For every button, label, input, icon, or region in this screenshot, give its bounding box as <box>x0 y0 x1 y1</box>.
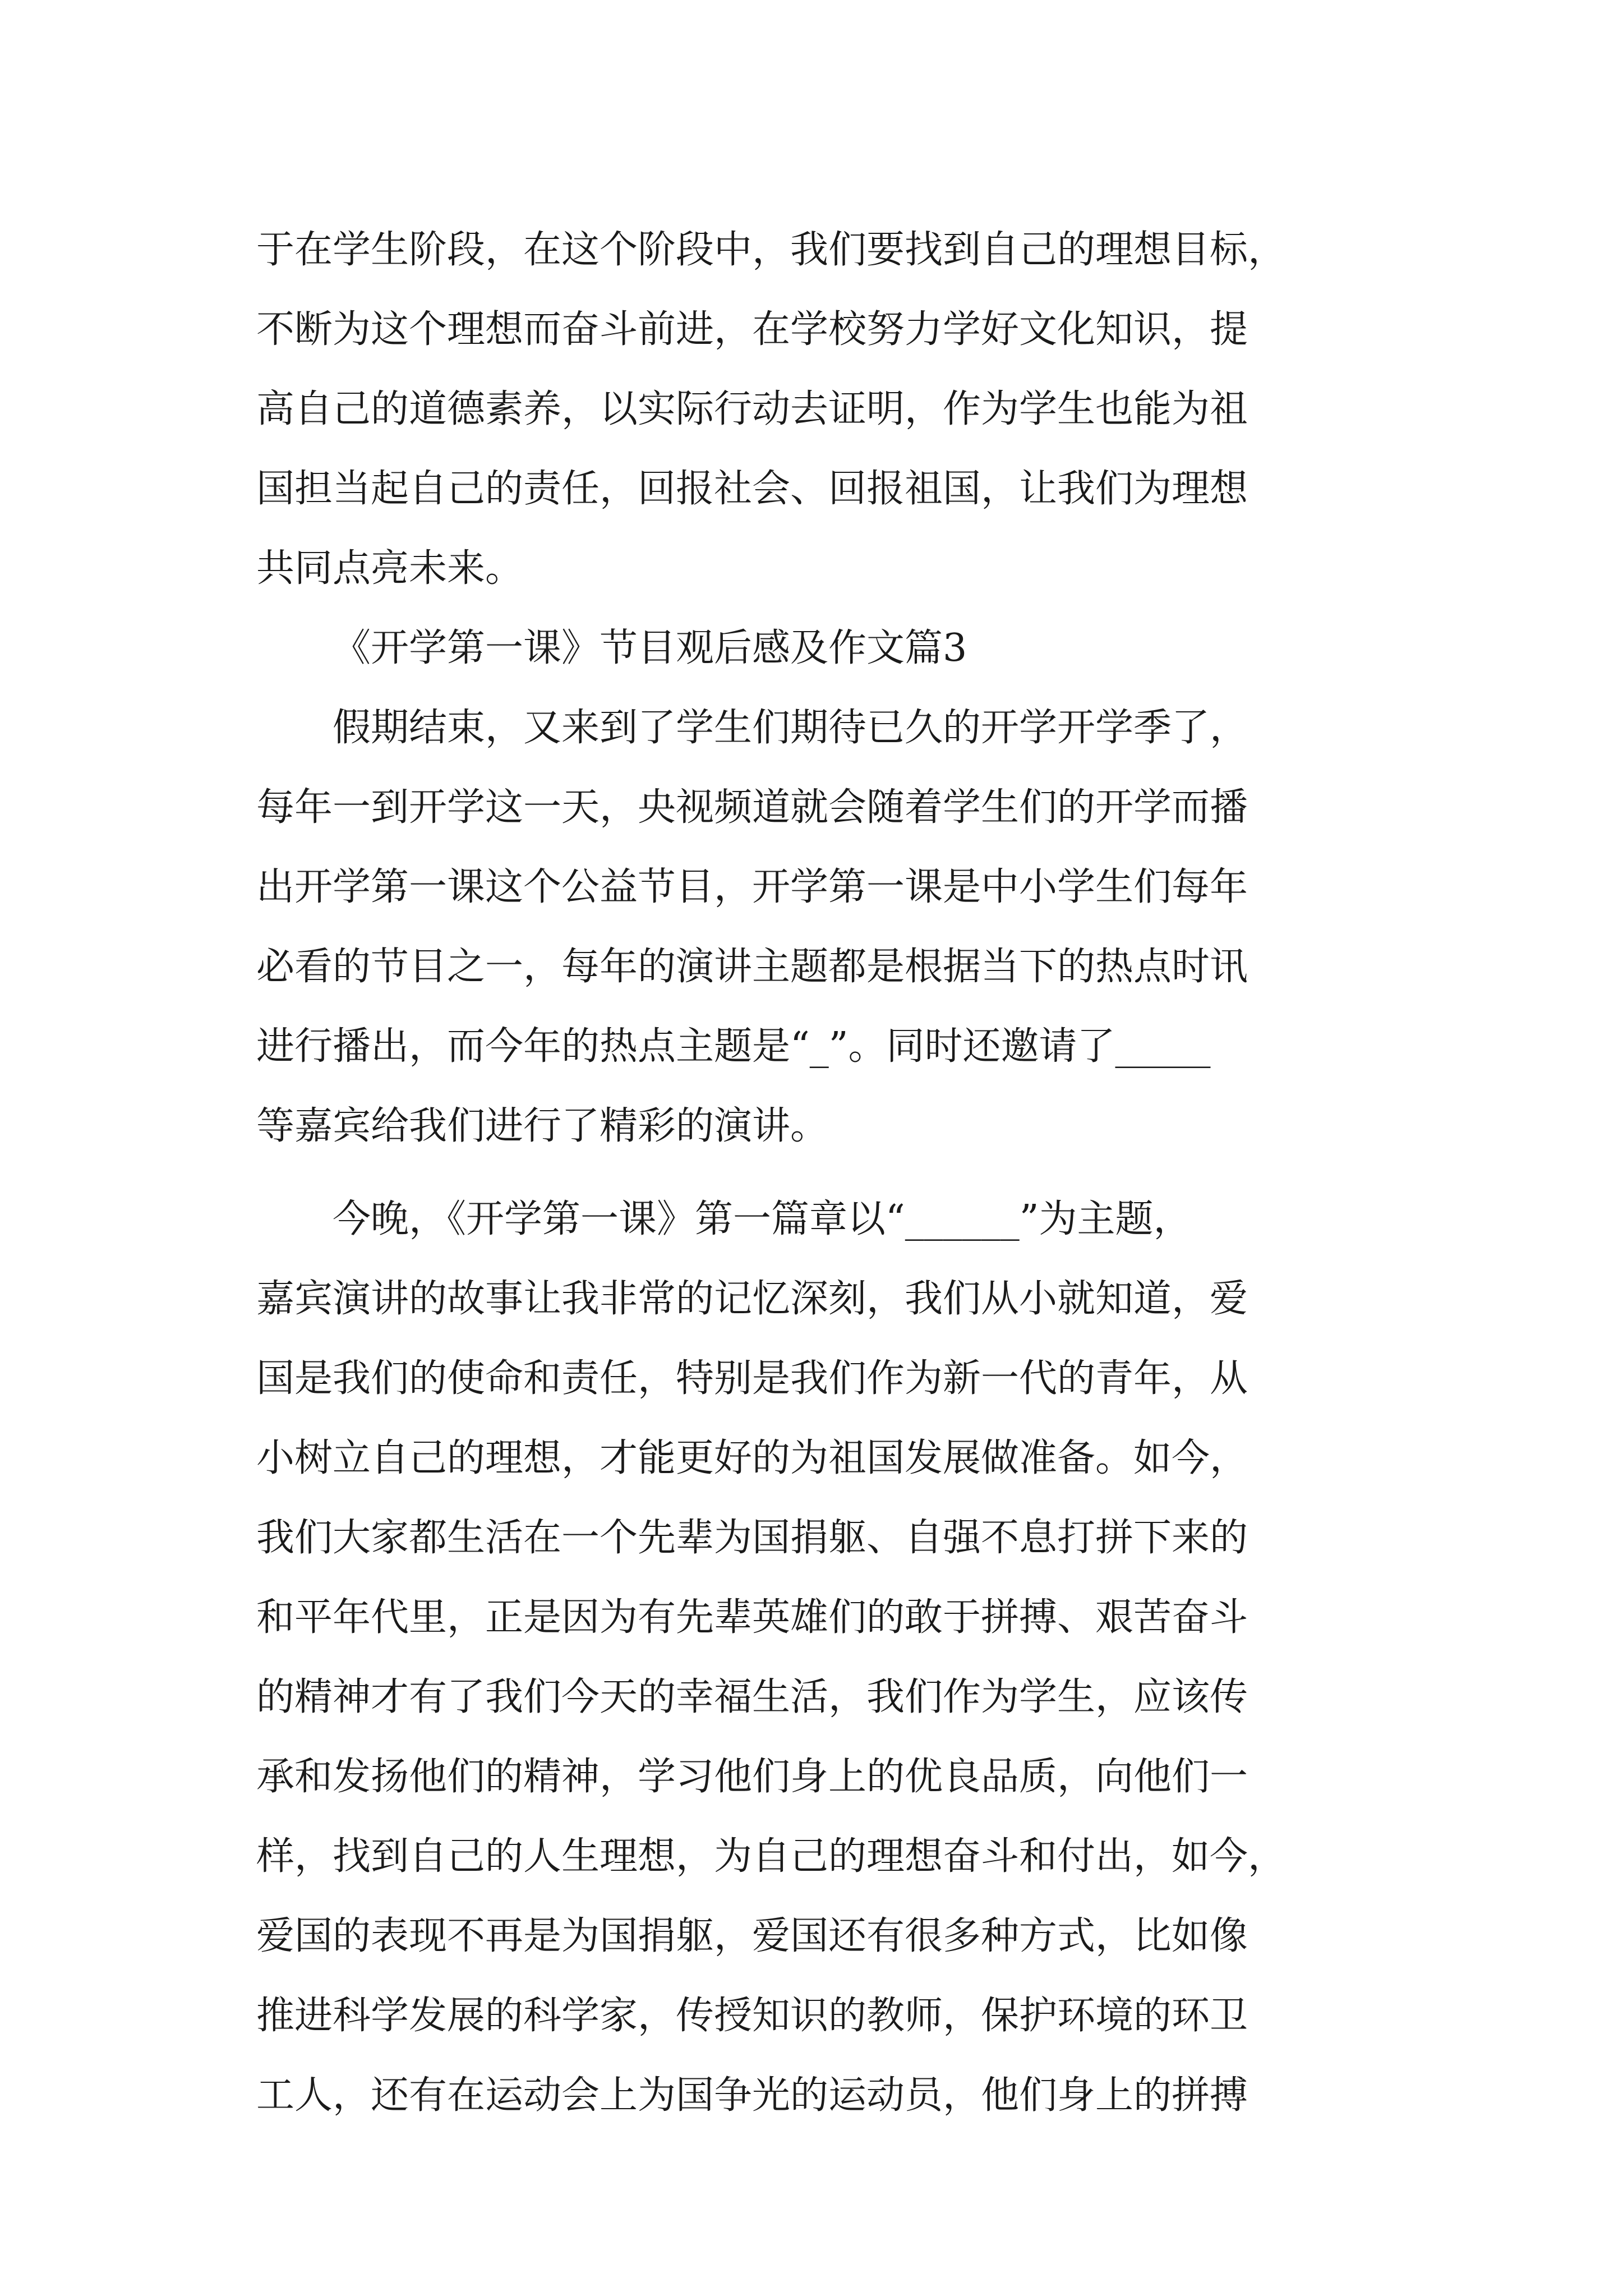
body-line: 每年一到开学这一天，央视频道就会随着学生们的开学而播 <box>256 785 1248 830</box>
body-line: 必看的节目之一，每年的演讲主题都是根据当下的热点时讯 <box>256 945 1248 989</box>
body-line: 嘉宾演讲的故事让我非常的记忆深刻，我们从小就知道，爱 <box>256 1277 1248 1321</box>
body-line: 国担当起自己的责任，回报社会、回报祖国，让我们为理想 <box>256 467 1248 511</box>
body-line: 共同点亮未来。 <box>256 546 524 591</box>
body-line: 于在学生阶段，在这个阶段中，我们要找到自己的理想目标， <box>256 228 1287 272</box>
paragraph-first-line: 今晚，《开学第一课》第一篇章以“______”为主题， <box>333 1197 1192 1241</box>
body-line: 国是我们的使命和责任，特别是我们作为新一代的青年，从 <box>256 1356 1248 1401</box>
body-line: 推进科学发展的科学家，传授知识的教师，保护环境的环卫 <box>256 1994 1248 2038</box>
body-line: 承和发扬他们的精神，学习他们身上的优良品质，向他们一 <box>256 1755 1248 1799</box>
body-line: 爱国的表现不再是为国捐躯，爱国还有很多种方式，比如像 <box>256 1914 1248 1958</box>
body-line: 我们大家都生活在一个先辈为国捐躯、自强不息打拼下来的 <box>256 1516 1248 1560</box>
body-line: 不断为这个理想而奋斗前进，在学校努力学好文化知识，提 <box>256 307 1248 352</box>
body-line: 小树立自己的理想，才能更好的为祖国发展做准备。如今， <box>256 1436 1248 1480</box>
body-line: 高自己的道德素养，以实际行动去证明，作为学生也能为祖 <box>256 387 1248 431</box>
body-line: 进行播出，而今年的热点主题是“_”。同时还邀请了_____ <box>256 1024 1211 1069</box>
body-line: 工人，还有在运动会上为国争光的运动员，他们身上的拼搏 <box>256 2073 1248 2118</box>
document-body <box>256 210 1389 2136</box>
body-line: 的精神才有了我们今天的幸福生活，我们作为学生，应该传 <box>256 1675 1248 1719</box>
body-line: 和平年代里，正是因为有先辈英雄们的敢于拼搏、艰苦奋斗 <box>256 1595 1248 1640</box>
body-line: 样，找到自己的人生理想，为自己的理想奋斗和付出，如今， <box>256 1834 1287 1879</box>
paragraph-first-line: 假期结束，又来到了学生们期待已久的开学开学季了， <box>333 706 1248 750</box>
body-line: 出开学第一课这个公益节目，开学第一课是中小学生们每年 <box>256 865 1248 909</box>
body-line: 等嘉宾给我们进行了精彩的演讲。 <box>256 1104 829 1148</box>
section-heading: 《开学第一课》节目观后感及作文篇3 <box>333 626 967 670</box>
